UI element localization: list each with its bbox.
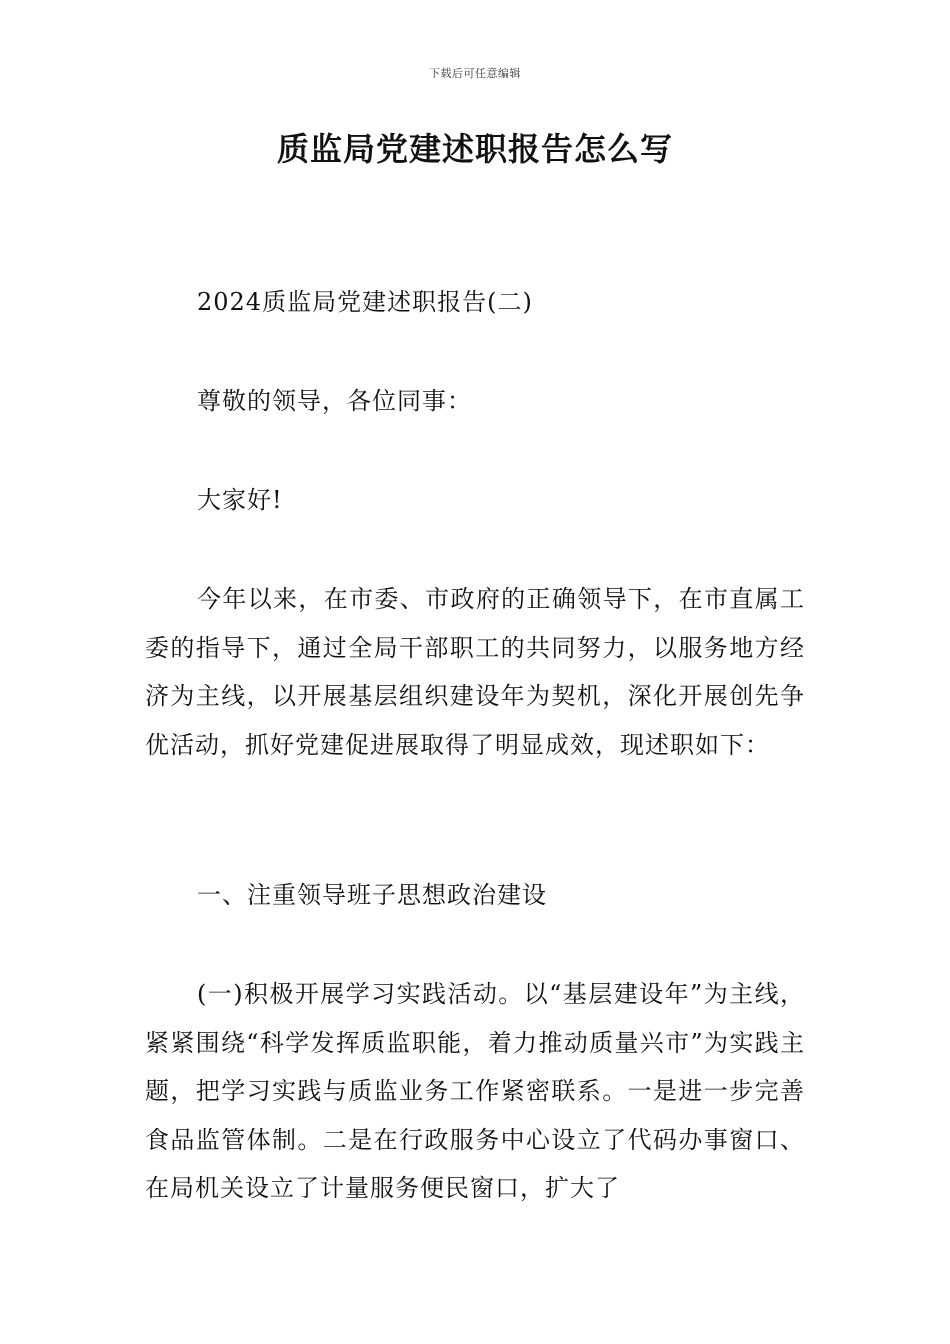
subsection-paragraph: (一)积极开展学习实践活动。以“基层建设年”为主线，紧紧围绕“科学发挥质监职能，着力推动质量兴市”为实践主题，把学习实践与质监业务工作紧密联系。一是进一步完善食品监管体制。二是在行政服务中心设立了代码办事窗口、在局机关设立了计量服务便民窗口，扩大了 [145,980,805,1203]
hello-paragraph: 大家好! [197,486,283,514]
document-title: 质监局党建述职报告怎么写 [276,130,673,168]
greeting-paragraph: 尊敬的领导，各位同事： [197,387,472,415]
header-note: 下载后可任意编辑 [429,67,521,80]
section-heading: 一、注重领导班子思想政治建设 [197,881,547,909]
document-subtitle: 2024质监局党建述职报告(二) [197,288,533,316]
intro-paragraph: 今年以来，在市委、市政府的正确领导下，在市直属工委的指导下，通过全局干部职工的共同努力，以服务地方经济为主线，以开展基层组织建设年为契机，深化开展创先争优活动，抓好党建促进展取得了明显成效，现述职如下： [145,585,805,759]
